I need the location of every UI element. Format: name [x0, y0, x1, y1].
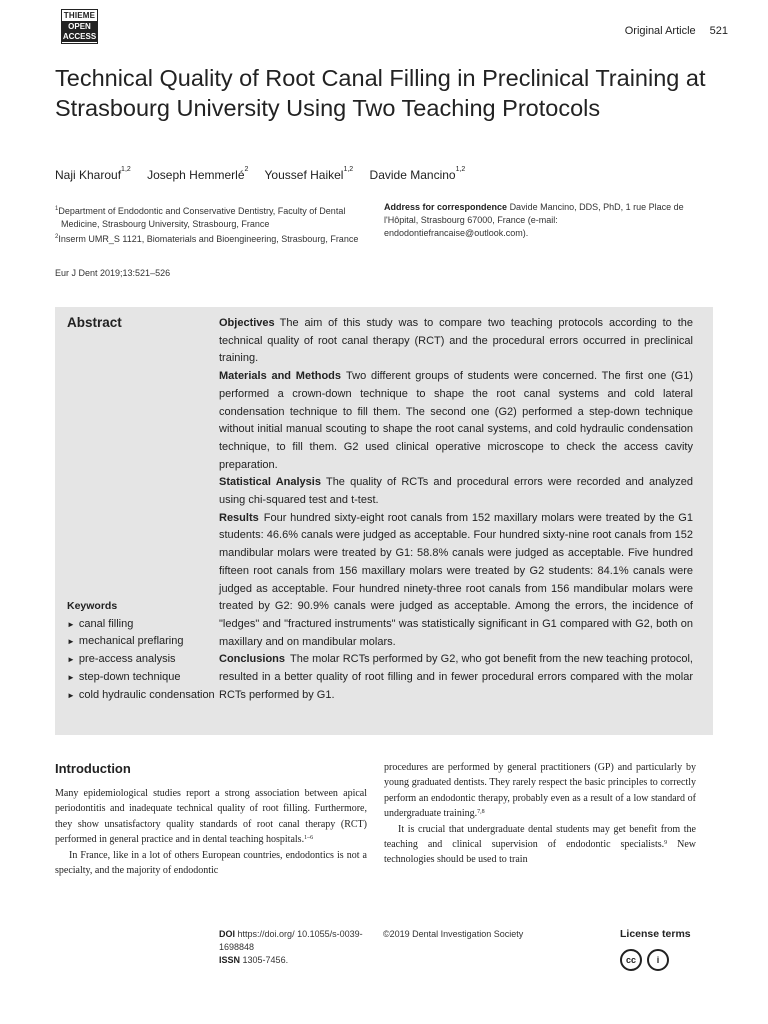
attribution-icon: i: [647, 949, 669, 971]
paragraph: It is crucial that undergraduate dental students may get benefit from the teaching and clinical supervision of endodontic specialists.$^9$ New technologies should be used to train: [384, 823, 696, 866]
correspondence-text: Davide Mancino, DDS, PhD, 1 rue Place de l'Hôpital, Strasbourg 67000, France (e-mail: endodontiefrancaise@outlook.com).: [384, 202, 684, 238]
abstract-results: Results Four hundred sixty-eight root canals from 152 maxillary molars were treated by the G1 students: 46.6% canals were judged as acceptable. Four hundred sixty-nine root canals from 152 mandibular molars were treated by G1: 58.8% canals were judged as acceptable. Five hundred fifteen root canals from 156 maxillary molars were treated by G2 students: 84.1% canals were judged as acceptable. Four hundred ninety-three root canals from 156 mandibular molars were treated by G2: 90.9% canals were judged as acceptable. Among the errors, the incidence of "ledges" and "fractured instruments" was statistically significant in G1 compared with G2, both on maxillary and on mandibular molars.: [219, 511, 693, 648]
body-column-left: [55, 786, 367, 878]
affiliations: [55, 203, 367, 246]
paragraph: Many epidemiological studies report a strong association between apical periodontitis and inadequate technical quality of root filling. Furthermore, they show unsatisfactory quality standards of root canal therapy (RCT) performed in general practice and in dental teaching hospitals.$^{1-6}$: [55, 788, 367, 846]
article-title: Technical Quality of Root Canal Filling in Preclinical Training at Strasbourg University Using Two Teaching Protocols: [55, 65, 706, 121]
creative-commons-icon: cc: [620, 949, 642, 971]
journal-citation: Eur J Dent 2019;13:521–526: [55, 268, 171, 278]
body-column-right: [384, 760, 696, 868]
arrow-right-icon: ►: [67, 672, 75, 682]
correspondence-address: [384, 201, 699, 240]
page-number: 521: [709, 25, 728, 37]
thieme-open-access-logo: [61, 9, 98, 44]
footer-copyright: ©2019 Dental Investigation Society: [383, 929, 524, 939]
keyword-item: ► pre-access analysis: [67, 653, 176, 666]
arrow-right-icon: ►: [67, 655, 75, 665]
paragraph: In France, like in a lot of others European countries, endodontics is not a specialty, and the majority of endodontic: [55, 849, 367, 877]
author: Youssef Haikel$^{1,2}$: [264, 166, 354, 182]
paragraph: procedures are performed by general practitioners (GP) and particularly by young graduated dentists. They rarely respect the basic principles to correctly perform an endodontic therapy, probably even as a result of a low standard of undergraduate training.$^{7,8}$: [384, 762, 696, 820]
cc-license-icons: [620, 949, 720, 971]
article-type: Original Article: [624, 25, 696, 37]
keyword-item: ► canal filling: [67, 617, 134, 630]
correspondence-label: Address for correspondence: [384, 202, 508, 212]
keywords-heading: Keywords: [67, 600, 118, 612]
abstract-text: [219, 315, 693, 704]
keyword-item: ► mechanical preflaring: [67, 635, 184, 648]
abstract-heading: Abstract: [67, 315, 122, 330]
affiliation: $^1$Department of Endodontic and Conservative Dentistry, Faculty of Dental Medicine, Strasbourg University, Strasbourg, France: [55, 206, 346, 229]
keyword-item: ► step-down technique: [67, 670, 181, 683]
keywords: [67, 598, 217, 704]
author: Davide Mancino$^{1,2}$: [369, 166, 466, 182]
author: Naji Kharouf$^{1,2}$: [55, 166, 131, 182]
author: Joseph Hemmerlé$^2$: [147, 166, 249, 182]
keyword-item: ► cold hydraulic condensation: [67, 688, 215, 701]
abstract-conclusions: Conclusions The molar RCTs performed by G2, who got benefit from the new teaching protocol, resulted in a better quality of root filling and in fewer procedural errors compared with the molar RCTs performed by G1.: [219, 653, 693, 701]
arrow-right-icon: ►: [67, 637, 75, 647]
arrow-right-icon: ►: [67, 619, 75, 629]
logo-open-access-text: OPEN ACCESS: [62, 22, 97, 41]
running-head: [625, 25, 728, 37]
footer-doi: DOI https://doi.org/ 10.1055/s-0039-1698848 ISSN 1305-7456.: [219, 929, 363, 965]
abstract-statistics: Statistical Analysis The quality of RCTs and procedural errors were recorded and analyzed using chi-squared test and t-test.: [219, 476, 694, 507]
abstract-box: [55, 307, 713, 735]
footer-license: [620, 928, 720, 971]
license-terms-link[interactable]: License terms: [620, 928, 691, 940]
introduction-heading: Introduction: [55, 761, 131, 776]
author-list: [55, 168, 478, 182]
affiliation: $^2$Inserm UMR_S 1121, Biomaterials and Bioengineering, Strasbourg, France: [55, 234, 359, 244]
abstract-methods: Materials and Methods Two different groups of students were concerned. The first one (G1) performed a crown-down technique to shape the root canal systems and cold lateral condensation technique to fill them. The second one (G2) performed a step-down technique without initial manual scouting to shape the root canal systems, and cold hydraulic condensation technique, to fill them. G2 used clinical operative microscope to check the access cavity preparation.: [219, 370, 694, 471]
doi-link[interactable]: https://doi.org/ 10.1055/s-0039-1698848: [219, 929, 363, 952]
abstract-objectives: Objectives The aim of this study was to compare two teaching protocols according to the technical quality of root canal therapy (RCT) and the procedural errors occurred in preclinical training.: [219, 317, 693, 365]
logo-thieme-text: THIEME: [63, 11, 96, 20]
arrow-right-icon: ►: [67, 690, 75, 700]
